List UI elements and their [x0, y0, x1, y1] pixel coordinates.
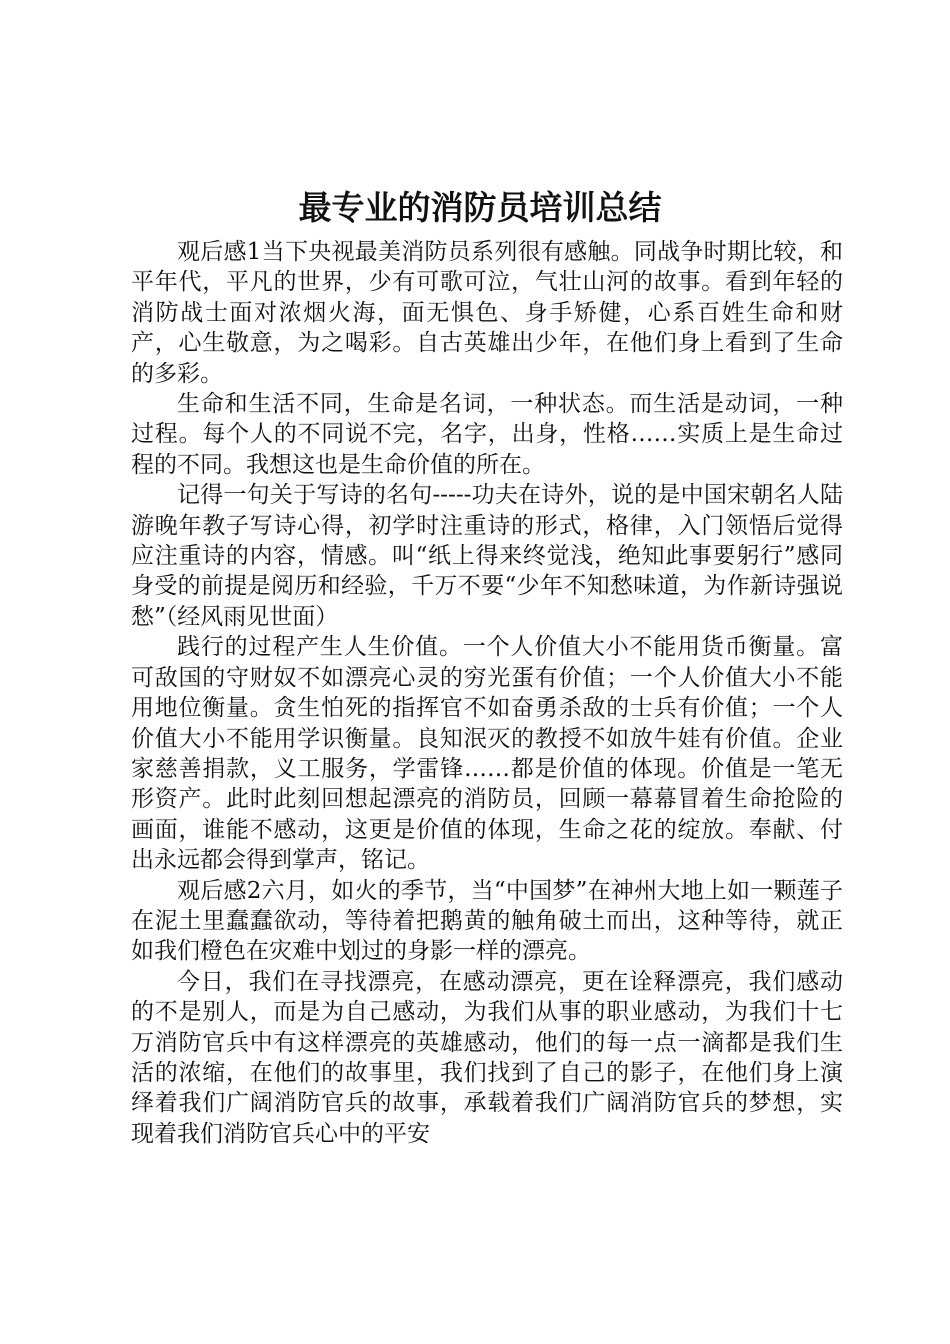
paragraph-6: 今日，我们在寻找漂亮，在感动漂亮，更在诠释漂亮，我们感动的不是别人，而是为自己感动，为我们从事的职业感动，为我们十七万消防官兵中有这样漂亮的英雄感动，他们的每一点一滴都是我们生活的浓缩，在他们的故事里，我们找到了自己的影子，在他们身上演绎着我们广阔消防官兵的故事，承载着我们广阔消防官兵的梦想，实现着我们消防官兵心中的平安	[131, 968, 843, 1147]
paragraph-4: 践行的过程产生人生价值。一个人价值大小不能用货币衡量。富可敌国的守财奴不如漂亮心灵的穷光蛋有价值；一个人价值大小不能用地位衡量。贪生怕死的指挥官不如奋勇杀敌的士兵有价值；一个人价值大小不能用学识衡量。良知泯灭的教授不如放牛娃有价值。企业家慈善捐款，义工服务，学雷锋……都是价值的体现。价值是一笔无形资产。此时此刻回想起漂亮的消防员，回顾一幕幕冒着生命抢险的画面，谁能不感动，这更是价值的体现，生命之花的绽放。奉献、付出永远都会得到掌声，铭记。	[131, 634, 843, 874]
paragraph-2: 生命和生活不同，生命是名词，一种状态。而生活是动词，一种过程。每个人的不同说不完，名字，出身，性格……实质上是生命过程的不同。我想这也是生命价值的所在。	[131, 391, 843, 478]
paragraph-5: 观后感2六月，如火的季节，当“中国梦”在神州大地上如一颗莲子在泥土里蠢蠢欲动，等待着把鹅黄的触角破土而出，这种等待，就正如我们橙色在灾难中划过的身影一样的漂亮。	[131, 877, 843, 965]
document-title: 最专业的消防员培训总结	[298, 188, 662, 227]
paragraph-3: 记得一句关于写诗的名句-----功夫在诗外，说的是中国宋朝名人陆游晚年教子写诗心得，初学时注重诗的形式，格律，入门领悟后觉得应注重诗的内容，情感。叫“纸上得来终觉浅，绝知此事要躬行”感同身受的前提是阅历和经验，千万不要“少年不知愁味道，为作新诗强说愁”（经风雨见世面）	[131, 482, 843, 630]
document-body	[131, 237, 843, 1149]
paragraph-1: 观后感1当下央视最美消防员系列很有感触。同战争时期比较，和平年代，平凡的世界，少有可歌可泣，气壮山河的故事。看到年轻的消防战士面对浓烟火海，面无惧色、身手矫健，心系百姓生命和财产，心生敬意，为之喝彩。自古英雄出少年，在他们身上看到了生命的多彩。	[131, 239, 843, 387]
